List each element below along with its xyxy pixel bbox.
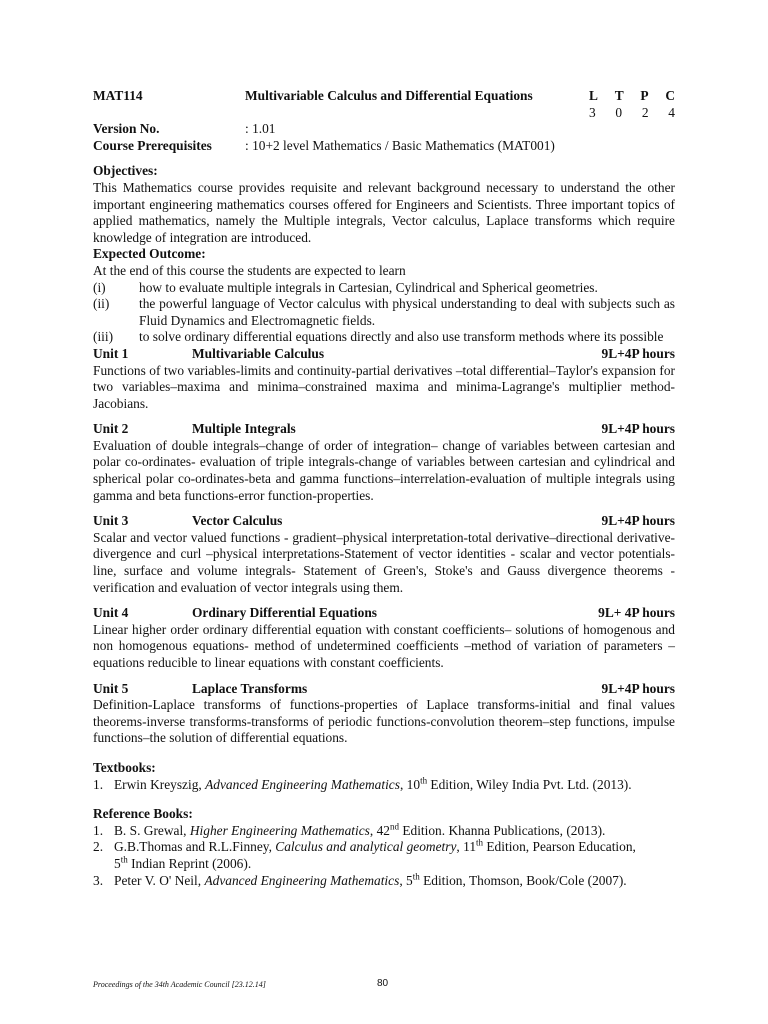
spacer bbox=[93, 596, 675, 605]
ltpc-labels bbox=[589, 88, 675, 105]
reference-edition: , 42 bbox=[369, 822, 390, 838]
outcome-item-num: (ii) bbox=[93, 296, 110, 312]
reference-publisher: Edition, Pearson Education, bbox=[483, 839, 636, 855]
unit-number: Unit 5 bbox=[93, 680, 129, 696]
reference-edition: , 11 bbox=[456, 839, 477, 855]
unit-number: Unit 1 bbox=[93, 345, 129, 361]
unit-number: Unit 3 bbox=[93, 513, 129, 529]
reference-title: Calculus and analytical geometry bbox=[275, 839, 457, 855]
objectives-heading: Objectives: bbox=[93, 163, 158, 179]
outcome-item-text: the powerful language of Vector calculus with physical understanding to deal with subjects such as Fluid Dynamics and Electromagnetic fields. bbox=[139, 296, 675, 328]
unit-hours: 9L+4P hours bbox=[601, 345, 675, 361]
outcome-item-num: (iii) bbox=[93, 329, 114, 345]
unit-4-heading bbox=[93, 605, 675, 622]
unit-hours: 9L+4P hours bbox=[601, 421, 675, 437]
reference-num: 3. bbox=[93, 872, 104, 888]
ltpc-label-l: L bbox=[589, 88, 598, 103]
reference-edition-suffix: th bbox=[476, 837, 484, 848]
version-label: Version No. bbox=[93, 121, 160, 137]
reference-num: 1. bbox=[93, 822, 104, 838]
ltpc-values-row bbox=[93, 105, 675, 122]
reference-text bbox=[114, 823, 675, 840]
footer-proceedings: Proceedings of the 34th Academic Council [23.12.14] bbox=[93, 980, 266, 989]
outcome-item bbox=[93, 329, 675, 346]
textbook-edition-suffix: th bbox=[420, 775, 428, 786]
reference-author: G.B.Thomas and R.L.Finney, bbox=[114, 839, 276, 855]
course-title: Multivariable Calculus and Differential Equations bbox=[245, 88, 533, 103]
reference-item bbox=[93, 839, 675, 872]
textbook-item bbox=[93, 777, 675, 794]
outcome-item bbox=[93, 296, 675, 329]
ltpc-value-t: 0 bbox=[615, 104, 623, 120]
ltpc-label-p: P bbox=[640, 88, 649, 103]
course-code: MAT114 bbox=[93, 88, 143, 103]
spacer bbox=[93, 504, 675, 513]
textbook-num: 1. bbox=[93, 776, 104, 792]
reference-num: 2. bbox=[93, 839, 104, 855]
unit-title: Laplace Transforms bbox=[192, 680, 308, 696]
prereq-value: : 10+2 level Mathematics / Basic Mathematics (MAT001) bbox=[245, 137, 555, 153]
reference-text bbox=[114, 839, 675, 872]
spacer bbox=[93, 412, 675, 421]
reference-item bbox=[93, 873, 675, 890]
outcome-heading: Expected Outcome: bbox=[93, 246, 206, 262]
reference-edition-suffix: th bbox=[412, 871, 420, 882]
ltpc-value-l: 3 bbox=[589, 104, 596, 120]
ltpc-values bbox=[589, 105, 675, 122]
unit-title: Multivariable Calculus bbox=[192, 345, 325, 361]
textbook-publisher: Edition, Wiley India Pvt. Ltd. (2013). bbox=[427, 776, 632, 792]
objectives-text: This Mathematics course provides requisite and relevant background necessary to understand the other important engineering mathematics courses offered for Engineers and Scientists. Three important topics of applied mathematics, namely the Multiple integrals, Vector calculus, Laplace transforms which require knowledge of integration are introduced. bbox=[93, 179, 675, 245]
textbook-author: Erwin Kreyszig, bbox=[114, 776, 206, 792]
unit-title: Ordinary Differential Equations bbox=[192, 605, 377, 621]
spacer bbox=[93, 154, 675, 163]
reference-edition: , 5 bbox=[399, 872, 413, 888]
course-header bbox=[93, 88, 675, 105]
ltpc-label-c: C bbox=[665, 88, 675, 103]
outcome-item-text: how to evaluate multiple integrals in Cartesian, Cylindrical and Spherical geometries. bbox=[139, 279, 598, 295]
outcome-item-text: to solve ordinary differential equations directly and also use transform methods where its possible bbox=[139, 329, 664, 345]
spacer bbox=[93, 672, 675, 681]
reference-title: Advanced Engineering Mathematics bbox=[204, 872, 400, 888]
reference-reprint-rest: Indian Reprint (2006). bbox=[127, 855, 252, 871]
prereq-label: Course Prerequisites bbox=[93, 137, 212, 153]
reference-edition-suffix: nd bbox=[389, 821, 399, 832]
unit-2-text: Evaluation of double integrals–change of order of integration– change of variables between cartesian and polar co-ordinates- evaluation of triple integrals-change of variables between cartesian and cylindrical and spherical polar co-ordinates-beta and gamma functions–interrelation-evaluation of multiple integrals using gamma and beta functions-error function-properties. bbox=[93, 437, 675, 503]
ltpc-value-c: 4 bbox=[668, 104, 675, 120]
syllabus-page bbox=[93, 88, 675, 889]
reference-title: Higher Engineering Mathematics bbox=[189, 822, 370, 838]
ltpc-value-p: 2 bbox=[641, 104, 649, 120]
spacer bbox=[93, 793, 675, 806]
unit-5-heading bbox=[93, 681, 675, 698]
prereq-row bbox=[93, 138, 675, 155]
reference-item bbox=[93, 823, 675, 840]
unit-hours: 9L+4P hours bbox=[601, 680, 675, 696]
reference-author: B. S. Grewal, bbox=[114, 822, 190, 838]
reference-publisher: Edition, Thomson, Book/Cole (2007). bbox=[419, 872, 627, 888]
version-row bbox=[93, 121, 675, 138]
reference-text bbox=[114, 873, 675, 890]
unit-2-heading bbox=[93, 421, 675, 438]
outcome-item-num: (i) bbox=[93, 279, 106, 295]
unit-1-heading bbox=[93, 346, 675, 363]
textbook-edition: , 10 bbox=[399, 776, 421, 792]
version-value: : 1.01 bbox=[245, 121, 276, 137]
unit-3-heading bbox=[93, 513, 675, 530]
unit-3-text: Scalar and vector valued functions - gradient–physical interpretation-total derivative–directional derivative-divergence and curl –physical interpretations-Statement of vector identities - scalar and vector potentials-line, surface and volume integrals- Statement of Green's, Stoke's and Gauss divergence theorems -verification and evaluation of vector integrals using them. bbox=[93, 529, 675, 595]
unit-title: Vector Calculus bbox=[192, 513, 283, 529]
unit-number: Unit 2 bbox=[93, 421, 129, 437]
reference-publisher: Edition. Khanna Publications, (2013). bbox=[398, 822, 606, 838]
spacer bbox=[93, 747, 675, 760]
unit-1-text: Functions of two variables-limits and continuity-partial derivatives –total differential–Taylor's expansion for two variables–maxima and minima–constrained maxima and minima-Lagrange's multiplier method- Jacobians. bbox=[93, 362, 675, 411]
outcome-intro: At the end of this course the students are expected to learn bbox=[93, 262, 406, 278]
reference-author: Peter V. O' Neil, bbox=[114, 872, 205, 888]
textbook-title: Advanced Engineering Mathematics bbox=[205, 776, 400, 792]
textbooks-heading: Textbooks: bbox=[93, 759, 156, 775]
references-heading: Reference Books: bbox=[93, 806, 193, 822]
page-number: 80 bbox=[377, 978, 389, 989]
outcome-item bbox=[93, 280, 675, 297]
unit-4-text: Linear higher order ordinary differential equation with constant coefficients– solutions of homogenous and non homogenous equations- method of undetermined coefficients –method of variation of parameters – equations reducible to linear equations with constant coefficients. bbox=[93, 621, 675, 670]
unit-5-text: Definition-Laplace transforms of functions-properties of Laplace transforms-initial and final values theorems-inverse transforms-transforms of periodic functions-convolution theorem–step functions, impulse functions–the solution of differential equations. bbox=[93, 697, 675, 746]
reference-reprint-suffix: th bbox=[120, 854, 128, 865]
unit-number: Unit 4 bbox=[93, 605, 129, 621]
unit-title: Multiple Integrals bbox=[192, 421, 296, 437]
ltpc-label-t: T bbox=[614, 88, 624, 103]
textbook-text bbox=[114, 777, 675, 794]
unit-hours: 9L+4P hours bbox=[601, 513, 675, 529]
reference-reprint: 5 bbox=[114, 855, 121, 871]
unit-hours: 9L+ 4P hours bbox=[598, 605, 675, 621]
